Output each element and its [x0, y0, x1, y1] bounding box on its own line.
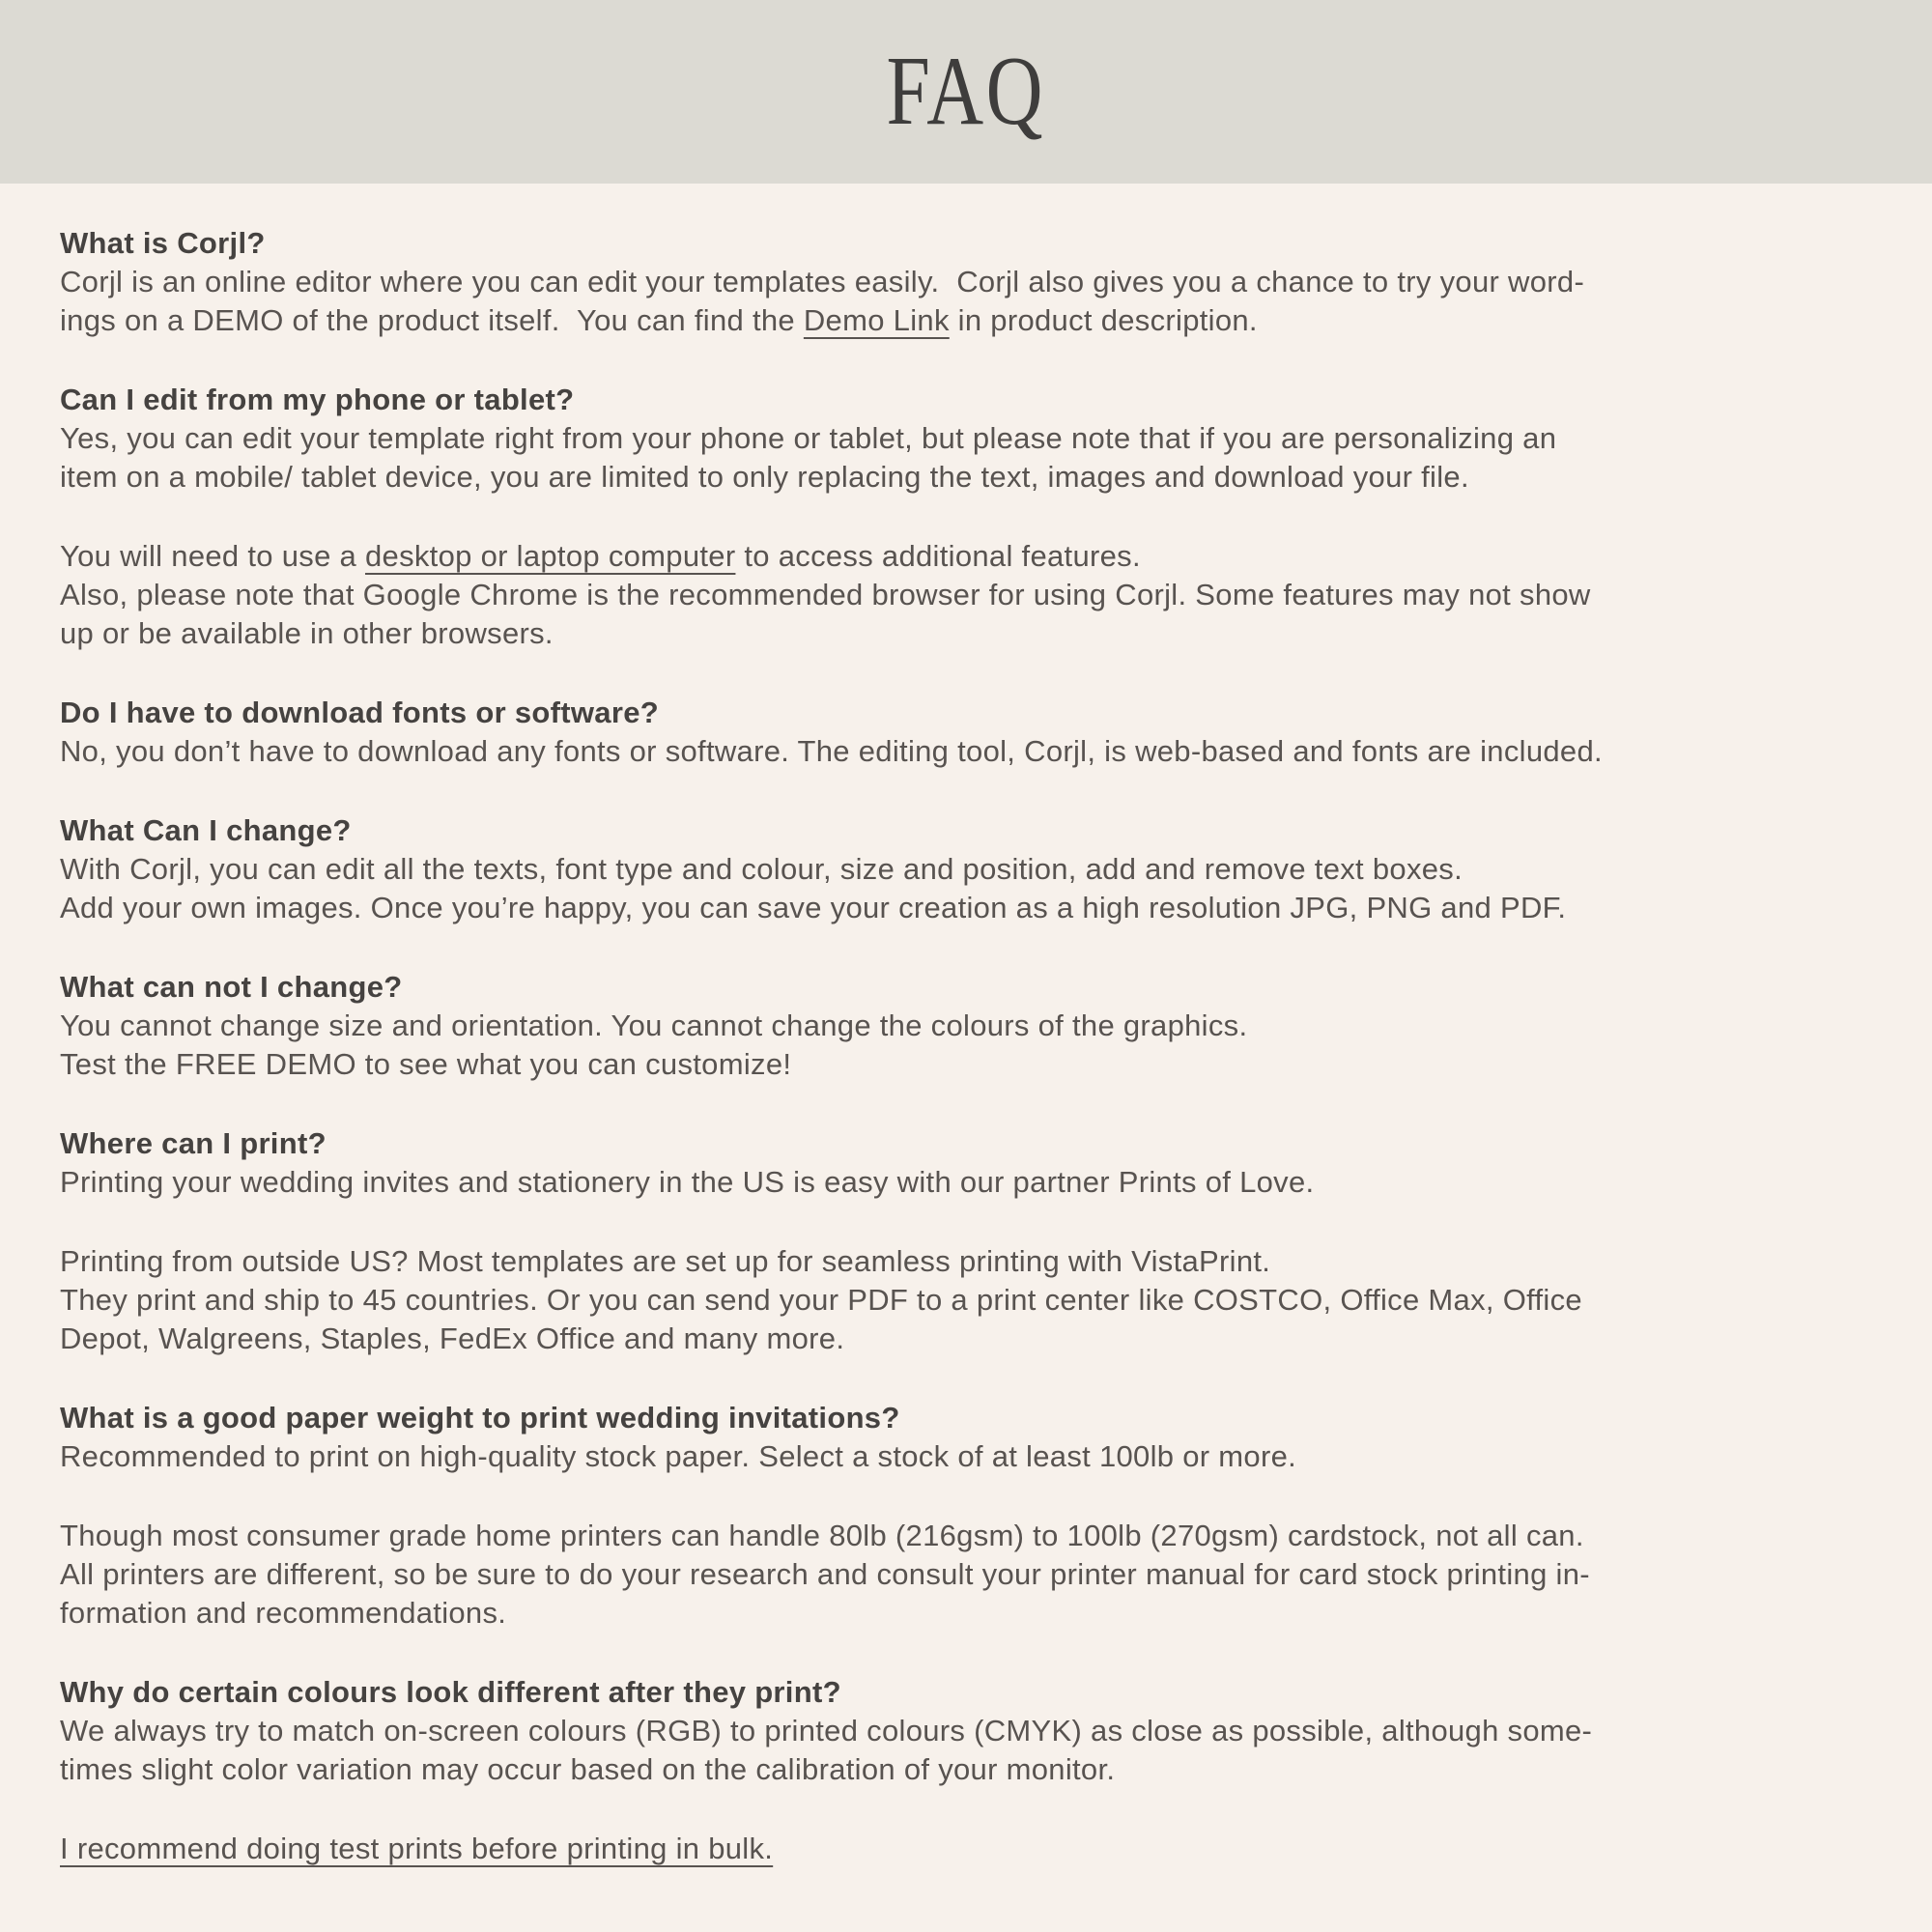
faq-question: What is a good paper weight to print wedding invitations?: [60, 1401, 900, 1435]
faq-answer-paragraph: [60, 1163, 1893, 1202]
faq-answer-paragraph: [60, 732, 1893, 771]
faq-question: Can I edit from my phone or tablet?: [60, 383, 575, 416]
text-segment: No, you don’t have to download any fonts or software. The editing tool, Corjl, is web-based and fonts are included.: [60, 734, 1603, 768]
text-segment: All printers are different, so be sure to do your research and consult your printer manual for card stock printing in-: [60, 1557, 1590, 1591]
faq-answer-paragraph: [60, 1007, 1893, 1084]
faq-section: [60, 968, 1893, 1084]
faq-question: What is Corjl?: [60, 226, 266, 260]
faq-section: [60, 1399, 1893, 1633]
demo-link[interactable]: Demo Link: [803, 303, 950, 337]
faq-section: [60, 694, 1893, 771]
text-line: [60, 1712, 1893, 1750]
desktop-laptop-underline[interactable]: desktop or laptop computer: [364, 539, 736, 573]
text-segment: Corjl is an online editor where you can edit your templates easily. Corjl also gives you a chance to try your word-: [60, 265, 1585, 298]
faq-question: What Can I change?: [60, 813, 352, 847]
text-segment: Printing your wedding invites and stationery in the US is easy with our partner Prints of Love.: [60, 1165, 1315, 1199]
text-line: [60, 1163, 1893, 1202]
text-line: [60, 263, 1893, 301]
faq-answer-paragraph: [60, 1242, 1893, 1358]
text-segment: Depot, Walgreens, Staples, FedEx Office and many more.: [60, 1321, 845, 1355]
text-segment: With Corjl, you can edit all the texts, font type and colour, size and position, add and remove text boxes.: [60, 852, 1463, 886]
faq-question: What can not I change?: [60, 970, 403, 1004]
text-line: [60, 1594, 1893, 1633]
text-line: [60, 1281, 1893, 1320]
text-segment: to access additional features.: [735, 539, 1141, 573]
text-segment: ings on a DEMO of the product itself. You can find the: [60, 303, 804, 337]
text-segment: item on a mobile/ tablet device, you are limited to only replacing the text, images and download your file.: [60, 460, 1469, 494]
faq-question: Do I have to download fonts or software?: [60, 696, 659, 729]
faq-answer-paragraph: [60, 1437, 1893, 1476]
text-line: [60, 1242, 1893, 1281]
text-line: [60, 614, 1893, 653]
text-segment: Though most consumer grade home printers can handle 80lb (216gsm) to 100lb (270gsm) cardstock, not all can.: [60, 1519, 1584, 1552]
faq-answer-paragraph: [60, 419, 1893, 497]
page-header-banner: [0, 0, 1932, 184]
text-line: [60, 1830, 1893, 1868]
text-segment: formation and recommendations.: [60, 1596, 507, 1630]
text-line: [60, 458, 1893, 497]
text-line: [60, 1437, 1893, 1476]
faq-answer-paragraph: [60, 850, 1893, 927]
faq-section: [60, 381, 1893, 653]
faq-question: Why do certain colours look different after they print?: [60, 1675, 841, 1709]
text-segment: Add your own images. Once you’re happy, you can save your creation as a high resolution JPG, PNG and PDF.: [60, 891, 1567, 924]
text-segment: They print and ship to 45 countries. Or you can send your PDF to a print center like COSTCO, Office Max, Office: [60, 1283, 1582, 1317]
faq-section: [60, 224, 1893, 340]
text-line: [60, 1750, 1893, 1789]
faq-question: Where can I print?: [60, 1126, 327, 1160]
text-line: [60, 419, 1893, 458]
faq-answer-paragraph: [60, 1830, 1893, 1868]
text-line: [60, 1555, 1893, 1594]
text-line: [60, 1517, 1893, 1555]
text-line: [60, 1320, 1893, 1358]
faq-answer-paragraph: [60, 1517, 1893, 1633]
text-line: [60, 1045, 1893, 1084]
text-segment: You cannot change size and orientation. You cannot change the colours of the graphics.: [60, 1009, 1248, 1042]
text-line: [60, 301, 1893, 340]
text-line: [60, 1007, 1893, 1045]
page-title: FAQ: [886, 37, 1046, 146]
faq-answer-paragraph: [60, 1712, 1893, 1789]
text-line: [60, 732, 1893, 771]
faq-section: [60, 1124, 1893, 1358]
text-segment: We always try to match on-screen colours (RGB) to printed colours (CMYK) as close as possible, although some-: [60, 1714, 1593, 1747]
text-segment: Test the FREE DEMO to see what you can customize!: [60, 1047, 792, 1081]
text-segment: times slight color variation may occur based on the calibration of your monitor.: [60, 1752, 1116, 1786]
text-segment: in product description.: [949, 303, 1258, 337]
text-segment: Yes, you can edit your template right from your phone or tablet, but please note that if you are personalizing an: [60, 421, 1557, 455]
faq-content: [0, 184, 1932, 1868]
text-line: [60, 889, 1893, 927]
text-segment: You will need to use a: [60, 539, 365, 573]
text-segment: Printing from outside US? Most templates are set up for seamless printing with VistaPrint.: [60, 1244, 1271, 1278]
text-line: [60, 576, 1893, 614]
text-line: [60, 537, 1893, 576]
faq-answer-paragraph: [60, 263, 1893, 340]
test-prints-recommendation-underline[interactable]: I recommend doing test prints before printing in bulk.: [60, 1832, 774, 1865]
text-line: [60, 850, 1893, 889]
faq-section: [60, 811, 1893, 927]
faq-section: [60, 1673, 1893, 1868]
text-segment: Recommended to print on high-quality stock paper. Select a stock of at least 100lb or more.: [60, 1439, 1297, 1473]
text-segment: Also, please note that Google Chrome is the recommended browser for using Corjl. Some features may not show: [60, 578, 1591, 611]
text-segment: up or be available in other browsers.: [60, 616, 554, 650]
faq-answer-paragraph: [60, 537, 1893, 653]
